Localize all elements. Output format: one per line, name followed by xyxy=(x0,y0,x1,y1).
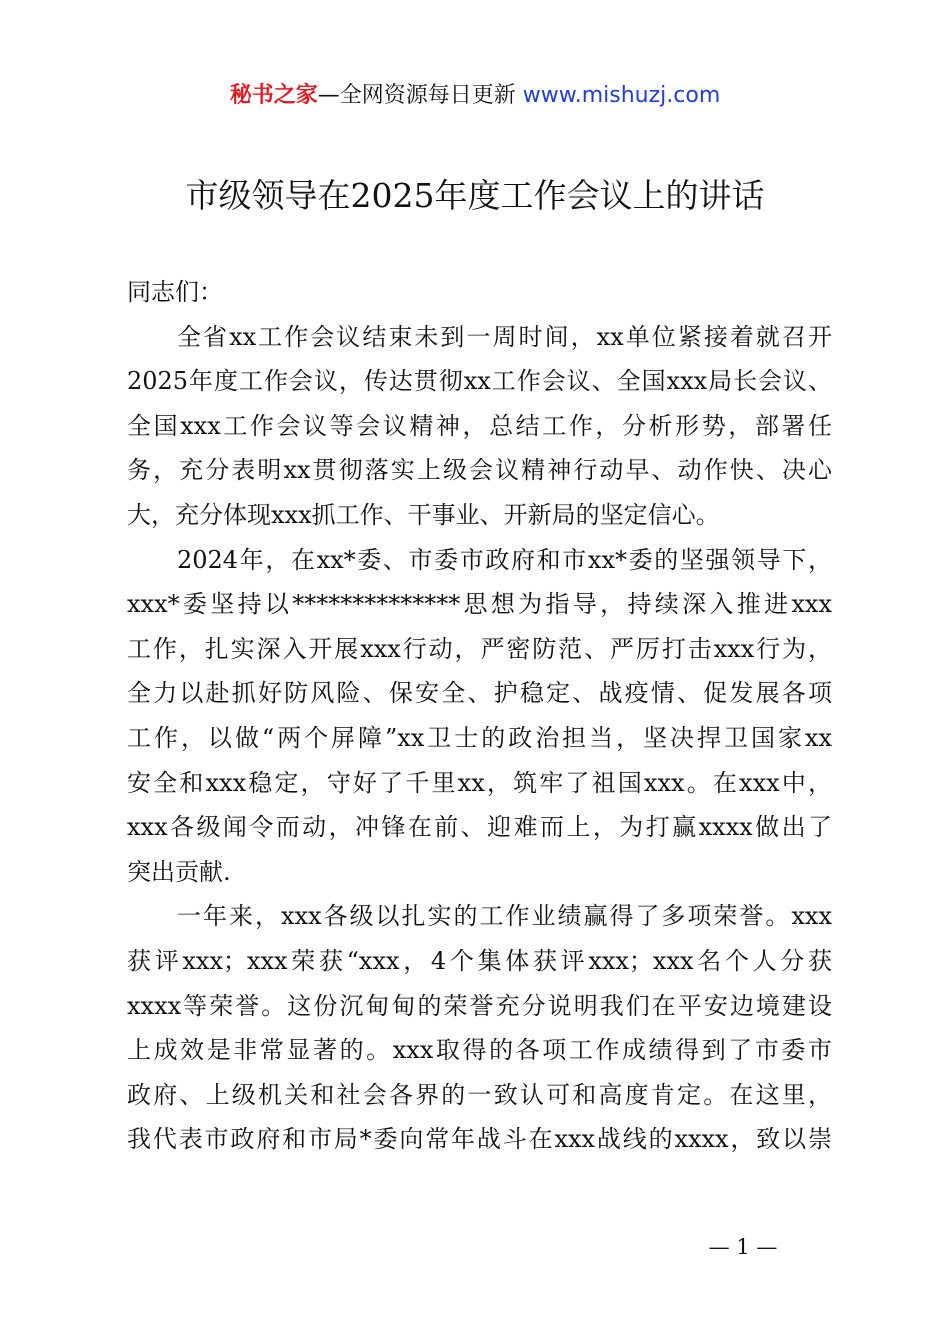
paragraph-1-line: 2025年度工作会议，传达贯彻xx工作会议、全国xxx局长会议、 xyxy=(127,367,832,396)
paragraph-2-line: 工作，以做“两个屏障”xx卫士的政治担当，坚决捍卫国家xx xyxy=(127,723,832,752)
salutation: 同志们： xyxy=(127,278,223,306)
page-number: — 1 — xyxy=(708,1235,778,1259)
paragraph-2-line: 安全和xxx稳定，守好了千里xx，筑牢了祖国xxx。在xxx中， xyxy=(127,768,832,797)
site-url[interactable]: www.mishuzj.com xyxy=(522,83,721,108)
paragraph-1-line: 大，充分体现xxx抓工作、干事业、开新局的坚定信心。 xyxy=(127,500,720,529)
document-body xyxy=(127,270,832,1162)
paragraph-3-line: 一年来，xxx各级以扎实的工作业绩赢得了多项荣誉。xxx xyxy=(177,902,832,931)
paragraph-1-line: 全国xxx工作会议等会议精神，总结工作，分析形势，部署任 xyxy=(127,411,832,440)
paragraph-2-line: 工作，扎实深入开展xxx行动，严密防范、严厉打击xxx行为， xyxy=(127,634,832,663)
paragraph-2-line: 全力以赴抓好防风险、保安全、护稳定、战疫情、促发展各项 xyxy=(127,679,832,708)
paragraph-3-line: xxxx等荣誉。这份沉甸甸的荣誉充分说明我们在平安边境建设 xyxy=(127,991,832,1020)
document-title: 市级领导在2025年度工作会议上的讲话 xyxy=(185,176,765,215)
brand-name: 秘书之家 xyxy=(229,83,318,108)
paragraph-3-line: 上成效是非常显著的。xxx取得的各项工作成绩得到了市委市 xyxy=(127,1036,832,1065)
site-banner xyxy=(0,80,950,112)
paragraph-1-line: 全省xx工作会议结束未到一周时间，xx单位紧接着就召开 xyxy=(177,322,832,351)
paragraph-2-line: 2024年，在xx*委、市委市政府和市xx*委的坚强领导下， xyxy=(177,545,832,574)
paragraph-2-line: xxx各级闻令而动，冲锋在前、迎难而上，为打赢xxxx做出了 xyxy=(127,813,832,842)
paragraph-3-line: 政府、上级机关和社会各界的一致认可和高度肯定。在这里， xyxy=(127,1080,832,1109)
paragraph-1-line: 务，充分表明xx贯彻落实上级会议精神行动早、动作快、决心 xyxy=(127,456,832,485)
paragraph-3-line: 获评xxx；xxx荣获“xxx，4个集体获评xxx；xxx名个人分获 xyxy=(127,946,832,975)
banner-tagline: —全网资源每日更新 xyxy=(317,83,523,108)
paragraph-2-line: 突出贡献. xyxy=(127,857,231,886)
paragraph-3-line: 我代表市政府和市局*委向常年战斗在xxx战线的xxxx，致以崇 xyxy=(127,1125,832,1154)
paragraph-2-line: xxx*委坚持以**************思想为指导，持续深入推进xxx xyxy=(127,590,832,619)
